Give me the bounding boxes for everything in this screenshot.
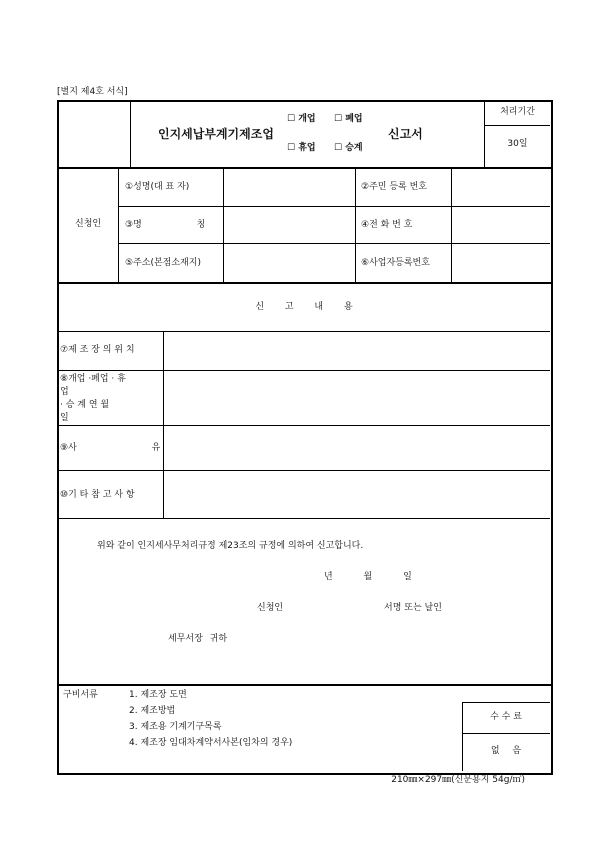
form-title: 인지세납부계기제조업 bbox=[158, 127, 274, 141]
declaration-text: 위와 같이 인지세사무처리규정 제23조의 규정에 의하여 신고합니다. bbox=[97, 541, 364, 551]
fee-value: 없 음 bbox=[490, 746, 522, 756]
address-field[interactable] bbox=[225, 245, 353, 281]
other-notes-field[interactable] bbox=[165, 472, 549, 517]
company-name-label: ③명 칭 bbox=[125, 220, 206, 230]
required-document-item: 1. 제조장 도면 bbox=[129, 690, 187, 700]
processing-period-label: 처리기간 bbox=[500, 107, 535, 117]
applicant-label: 신청인 bbox=[75, 219, 102, 229]
option-succeed: ☐ 승계 bbox=[334, 143, 363, 153]
report-content-header: 신 고 내 용 bbox=[255, 302, 353, 312]
name-field[interactable] bbox=[225, 169, 353, 205]
required-document-item: 4. 제조장 임대차계약서사본(임차의 경우) bbox=[129, 738, 293, 748]
form-label: [별지 제4호 서식] bbox=[57, 87, 128, 97]
form-title-suffix: 신고서 bbox=[388, 127, 423, 141]
factory-location-label: ⑦제 조 장 의 위 치 bbox=[60, 345, 135, 355]
event-date-field[interactable] bbox=[165, 372, 549, 424]
event-date-label: ⑧개업 ·폐업 · 휴 업 · 승 계 연 월 일 bbox=[60, 374, 126, 423]
business-number-label: ⑥사업자등록번호 bbox=[361, 258, 430, 268]
option-suspend: ☐ 휴업 bbox=[287, 143, 316, 153]
other-notes-label: ⑩기 타 참 고 사 항 bbox=[60, 490, 135, 500]
reason-label: ⑨사 유 bbox=[60, 443, 161, 453]
option-close: ☐ 폐업 bbox=[334, 114, 363, 124]
option-open: ☐ 개업 bbox=[287, 114, 316, 124]
reason-field[interactable] bbox=[165, 427, 549, 469]
name-label: ①성명(대 표 자) bbox=[125, 182, 190, 192]
signature-label: 서명 또는 날인 bbox=[384, 603, 442, 613]
phone-field[interactable] bbox=[453, 208, 549, 242]
paper-spec: 210㎜×297㎜(신문용지 54g/㎡) bbox=[391, 775, 525, 785]
required-document-item: 2. 제조방법 bbox=[129, 706, 176, 716]
addressee: 세무서장 귀하 bbox=[168, 634, 228, 644]
declaration-date: 년 월 일 bbox=[324, 572, 412, 582]
address-label: ⑤주소(본점소재지) bbox=[125, 258, 201, 268]
factory-location-field[interactable] bbox=[165, 333, 549, 369]
required-document-item: 3. 제조용 기계기구목록 bbox=[129, 722, 222, 732]
processing-period-value: 30일 bbox=[507, 139, 528, 149]
resident-number-label: ②주민 등록 번호 bbox=[361, 182, 427, 192]
required-documents-label: 구비서류 bbox=[63, 690, 98, 700]
phone-label: ④전 화 번 호 bbox=[361, 220, 413, 230]
fee-label: 수 수 료 bbox=[490, 712, 522, 722]
resident-number-field[interactable] bbox=[453, 169, 549, 205]
company-name-field[interactable] bbox=[225, 208, 353, 242]
business-number-field[interactable] bbox=[453, 245, 549, 281]
signature-applicant-label: 신청인 bbox=[257, 603, 284, 613]
